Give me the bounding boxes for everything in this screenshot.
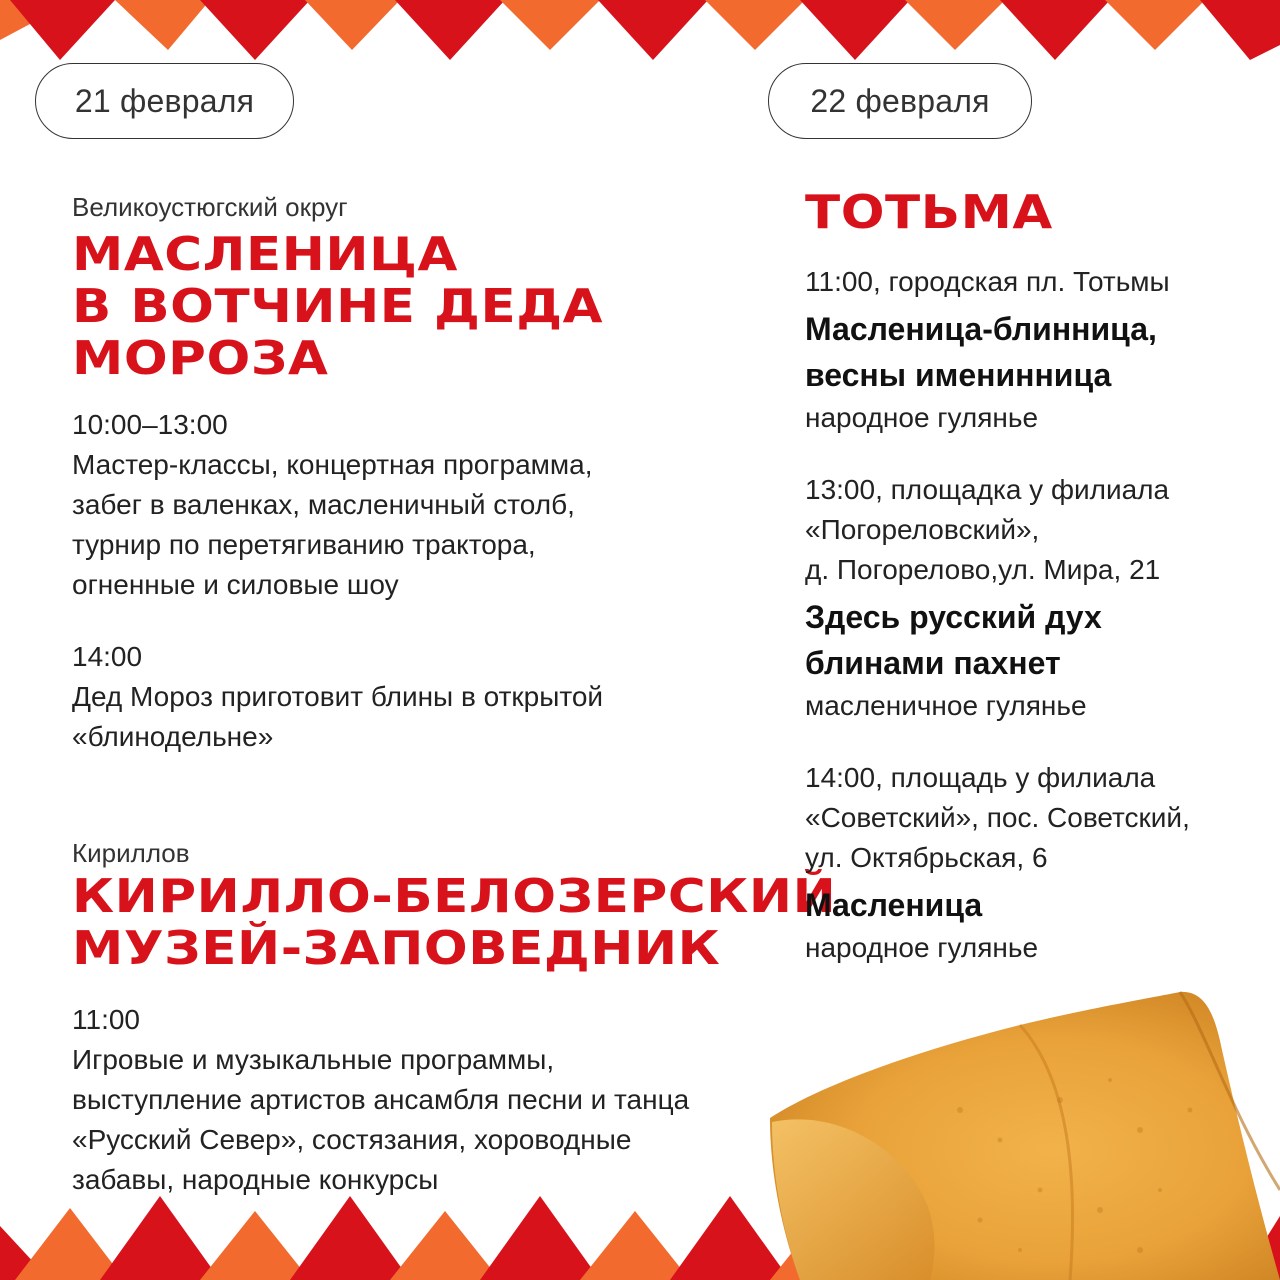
event2-title [72, 870, 836, 974]
event1-title-line: В ВОТЧИНЕ ДЕДА [72, 279, 604, 333]
event-kind: масленичное гулянье [805, 690, 1087, 721]
event2-line: Игровые и музыкальные программы, [72, 1044, 555, 1075]
event-name: весны именинница [805, 357, 1112, 393]
event1-region: Великоустюгский округ [72, 192, 348, 222]
event2-time: 11:00 [72, 1004, 140, 1035]
event2-details [72, 1000, 689, 1200]
top-triangle-border [0, 0, 1280, 60]
event2-title-line: МУЗЕЙ-ЗАПОВЕДНИК [72, 921, 721, 975]
slot-line: забег в валенках, масленичный столб, [72, 489, 575, 520]
event-name: Масленица-блинница, [805, 311, 1157, 347]
pancake-icon [760, 990, 1280, 1280]
totma-event-1 [805, 262, 1170, 438]
event-place: ул. Октябрьская, 6 [805, 842, 1048, 873]
event-kind: народное гулянье [805, 932, 1039, 963]
slot-line: Дед Мороз приготовит блины в открытой [72, 681, 604, 712]
event2-line: выступление артистов ансамбля песни и танца [72, 1084, 690, 1115]
event1-slot-2 [72, 637, 603, 757]
date-label-right: 22 февраля [810, 82, 990, 119]
slot-line: «блинодельне» [72, 721, 274, 752]
event-place: 11:00, городская пл. Тотьмы [805, 266, 1170, 297]
event-name: Масленица [805, 887, 983, 923]
totma-event-2 [805, 470, 1169, 726]
event-place: 13:00, площадка у филиала [805, 474, 1170, 505]
event-place: 14:00, площадь у филиала [805, 762, 1156, 793]
slot-line: Мастер-классы, концертная программа, [72, 449, 593, 480]
event2-line: забавы, народные конкурсы [72, 1164, 439, 1195]
event1-slot-1 [72, 405, 593, 605]
slot-line: огненные и силовые шоу [72, 569, 399, 600]
event1-title-line: МОРОЗА [72, 331, 329, 385]
event-place: «Советский», пос. Советский, [805, 802, 1190, 833]
date-label-left: 21 февраля [74, 82, 255, 119]
slot-time: 14:00 [72, 641, 143, 672]
slot-line: турнир по перетягиванию трактора, [72, 529, 536, 560]
event-place: д. Погорелово,ул. Мира, 21 [805, 554, 1161, 585]
totma-title: ТОТЬМА [805, 185, 1053, 239]
date-pill-21 [35, 63, 294, 139]
totma-event-3 [805, 758, 1190, 968]
event2-line: «Русский Север», состязания, хороводные [72, 1124, 632, 1155]
slot-time: 10:00–13:00 [72, 409, 228, 440]
event-name: блинами пахнет [805, 645, 1061, 681]
event-place: «Погореловский», [805, 514, 1040, 545]
event2-region: Кириллов [72, 838, 190, 868]
event1-title [72, 228, 603, 384]
event-kind: народное гулянье [805, 402, 1039, 433]
date-pill-22 [768, 63, 1032, 139]
event2-title-line: КИРИЛЛО-БЕЛОЗЕРСКИЙ [72, 869, 837, 923]
event-name: Здесь русский дух [805, 599, 1102, 635]
event1-title-line: МАСЛЕНИЦА [72, 227, 458, 281]
